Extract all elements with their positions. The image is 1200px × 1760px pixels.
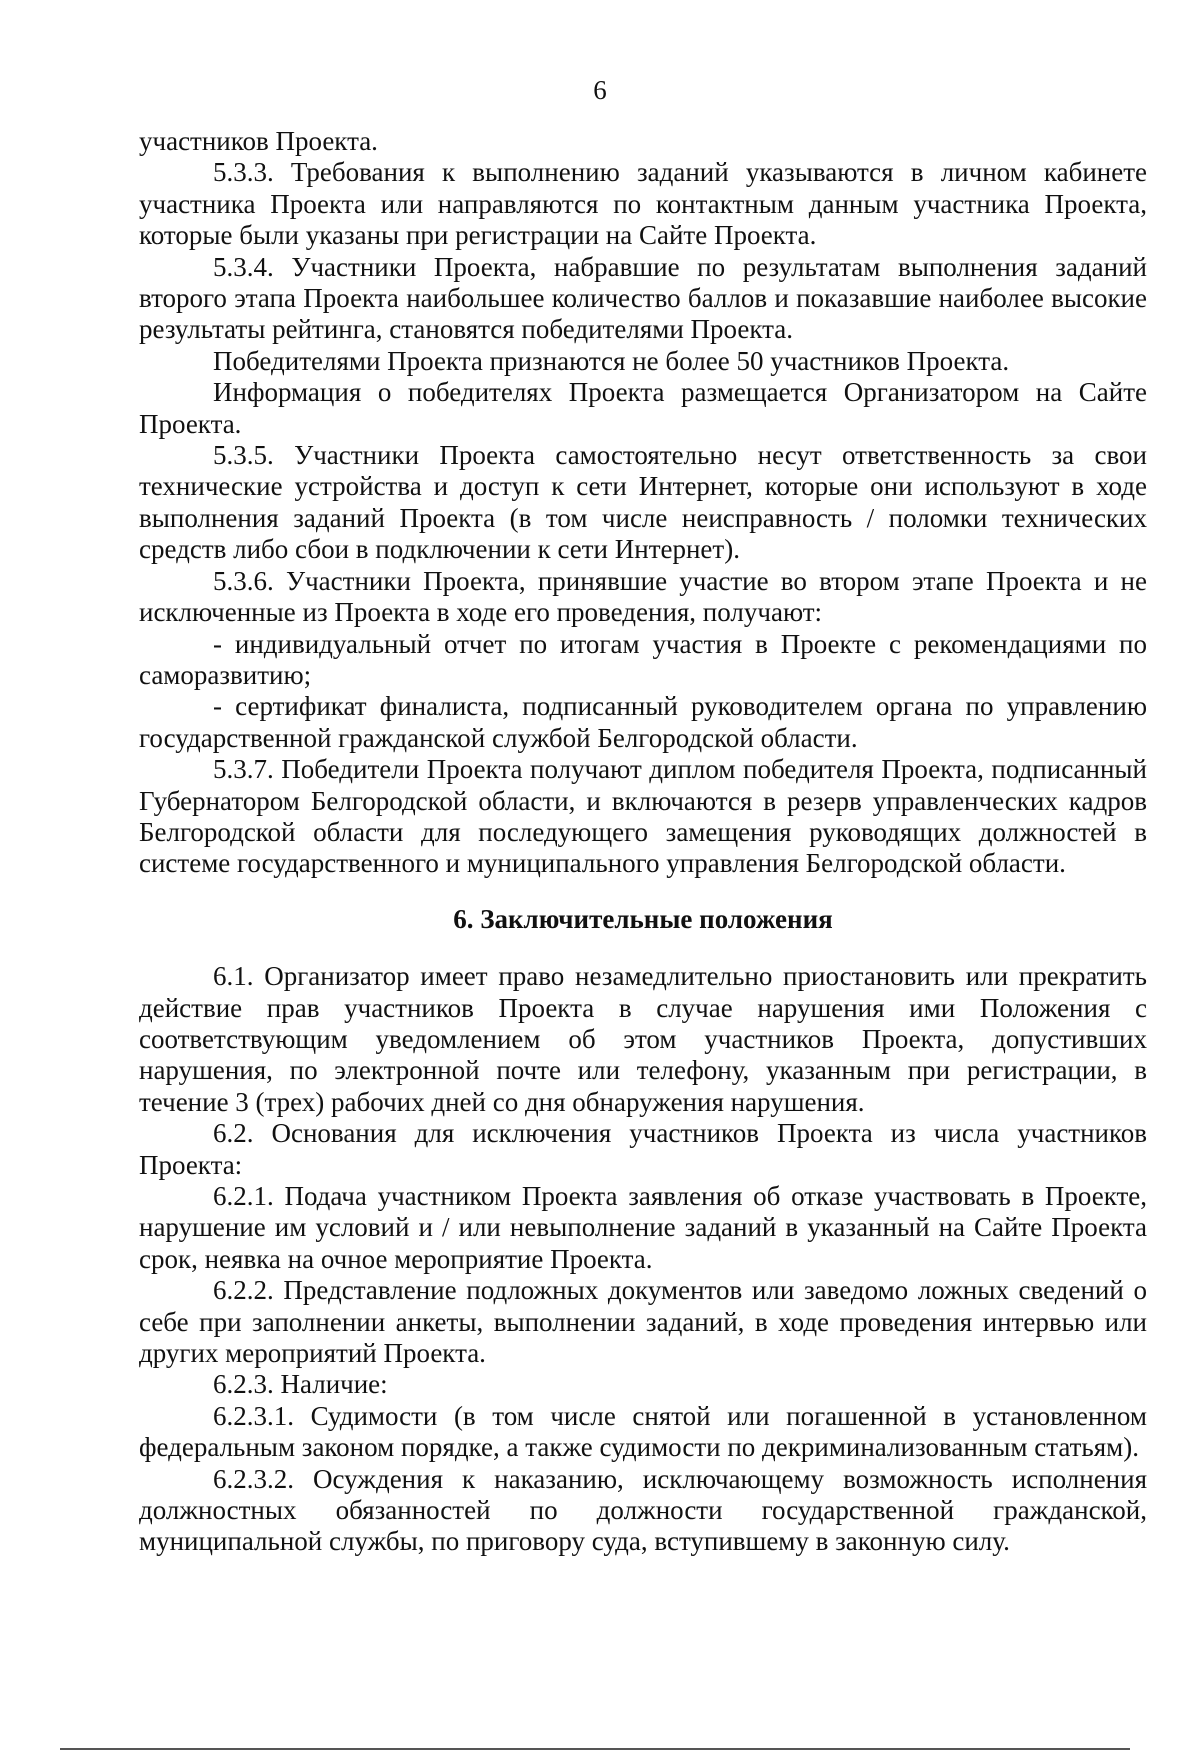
clause-5-3-5: 5.3.5. Участники Проекта самостоятельно несут ответственность за свои технические устройства и доступ к сети Интернет, которые они используют в ходе выполнения заданий Проекта (в том числе неисправность / поломки технических средств либо сбои в подключении к сети Интернет).	[139, 440, 1147, 565]
clause-5-3-6: 5.3.6. Участники Проекта, принявшие участие во втором этапе Проекта и не исключенные из Проекта в ходе его проведения, получают:	[139, 565, 1147, 628]
clause-5-3-4: 5.3.4. Участники Проекта, набравшие по результатам выполнения заданий второго этапа Проекта наибольшее количество баллов и показавшие наиболее высокие результаты рейтинга, становятся победителями Проекта.	[139, 251, 1147, 345]
clause-6-2-3: 6.2.3. Наличие:	[213, 1369, 388, 1400]
clause-6-1: 6.1. Организатор имеет право незамедлительно приостановить или прекратить действие прав участников Проекта в случае нарушения ими Положения с соответствующим уведомлением об этом участников Проекта, допустивших нарушения, по электронной почте или телефону, указанным при регистрации, в течение 3 (трех) рабочих дней со дня обнаружения нарушения.	[139, 961, 1147, 1117]
clause-6-2-1: 6.2.1. Подача участником Проекта заявления об отказе участвовать в Проекте, нарушение им условий и / или невыполнение заданий в указанный на Сайте Проекта срок, неявка на очное мероприятие Проекта.	[139, 1181, 1147, 1274]
list-item-certificate: - сертификат финалиста, подписанный руководителем органа по управлению государственной гражданской службой Белгородской области.	[139, 691, 1147, 753]
winners-limit-paragraph: Победителями Проекта признаются не более 50 участников Проекта.	[213, 345, 1010, 376]
clause-6-2: 6.2. Основания для исключения участников Проекта из числа участников Проекта:	[139, 1118, 1147, 1180]
clause-6-2-3-1: 6.2.3.1. Судимости (в том числе снятой или погашенной в установленном федеральным законом порядке, а также судимости по декриминализованным статьям).	[139, 1400, 1147, 1463]
clause-5-3-7: 5.3.7. Победители Проекта получают диплом победителя Проекта, подписанный Губернатором Белгородской области, и включаются в резерв управленческих кадров Белгородской области для последующего замещения руководящих должностей в системе государственного и муниципального управления Белгородской области.	[139, 754, 1147, 879]
paragraph-continuation: участников Проекта.	[139, 126, 378, 156]
list-item-report: - индивидуальный отчет по итогам участия в Проекте с рекомендациями по саморазвитию;	[139, 628, 1147, 690]
section-heading: 6. Заключительные положения	[453, 903, 833, 934]
clause-6-2-2: 6.2.2. Представление подложных документов или заведомо ложных сведений о себе при заполнении анкеты, выполнении заданий, в ходе проведения интервью или других мероприятий Проекта.	[139, 1275, 1147, 1369]
document-body	[139, 126, 1147, 1558]
scan-edge-line	[60, 1748, 1130, 1750]
clause-5-3-3: 5.3.3. Требования к выполнению заданий указываются в личном кабинете участника Проекта или направляются по контактным данным участника Проекта, которые были указаны при регистрации на Сайте Проекта.	[139, 157, 1147, 251]
page-number: 6	[593, 75, 607, 105]
clause-6-2-3-2: 6.2.3.2. Осуждения к наказанию, исключающему возможность исполнения должностных обязанностей по должности государственной гражданской, муниципальной службы, по приговору суда, вступившему в законную силу.	[139, 1463, 1147, 1557]
winners-info-paragraph: Информация о победителях Проекта размещается Организатором на Сайте Проекта.	[139, 377, 1147, 439]
